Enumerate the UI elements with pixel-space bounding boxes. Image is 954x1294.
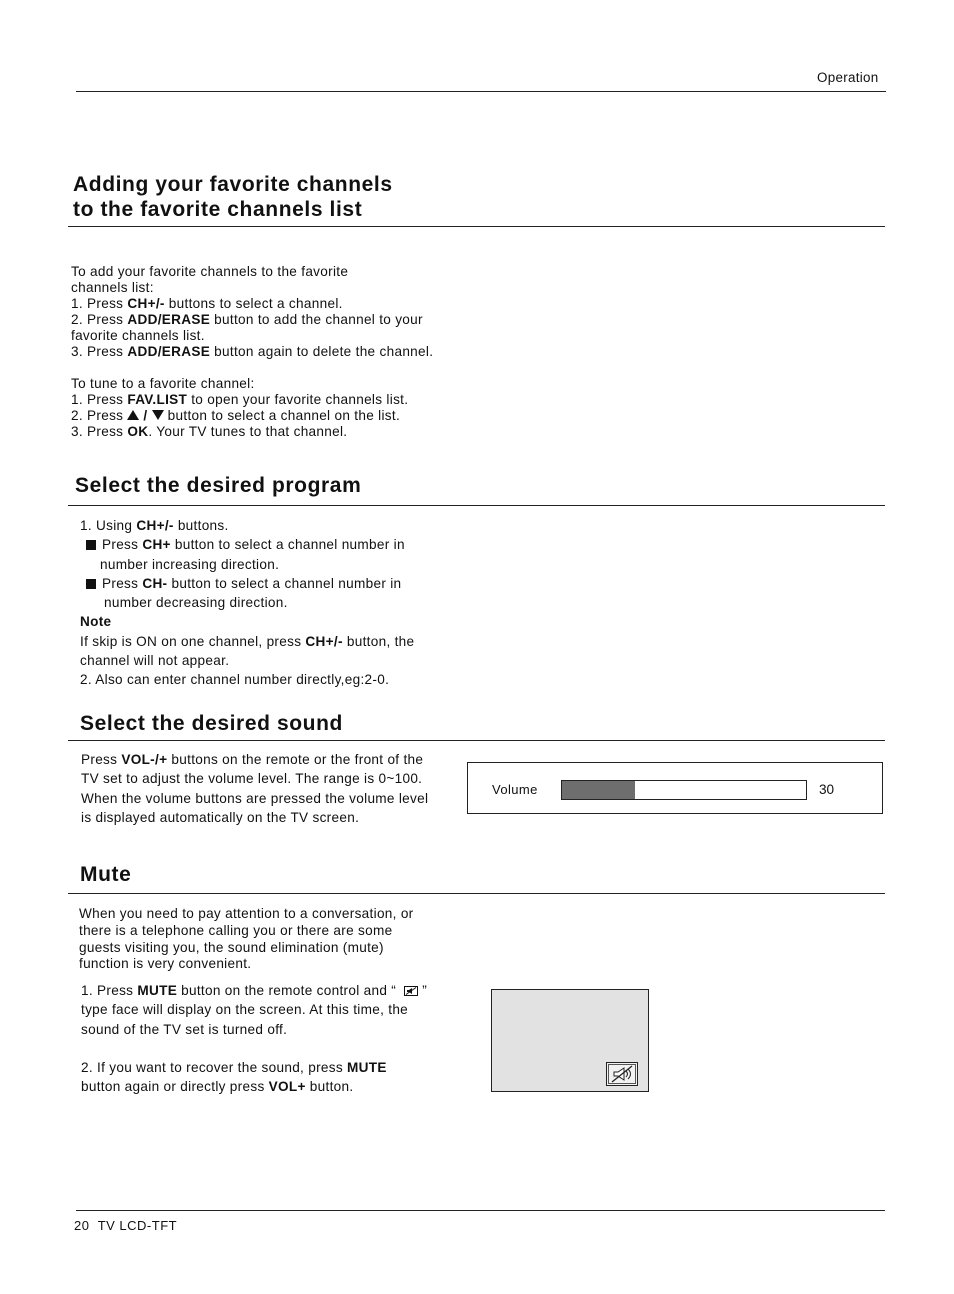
volume-osd <box>467 762 883 814</box>
up-arrow-icon <box>127 410 139 420</box>
program-bullet-1: Press CH+ button to select a channel number in <box>80 535 414 554</box>
program-title: Select the desired program <box>75 474 362 497</box>
volume-label: Volume <box>492 782 538 797</box>
sound-body: Press VOL-/+ buttons on the remote or the front of the TV set to adjust the volume level. The range is 0~100. When the volume buttons are pressed the volume level is displayed automatically on the TV screen. <box>81 752 429 825</box>
mute-steps: 1. Press MUTE button on the remote control and “ ” type face will display on the screen. At this time, the sound of the TV set is turned off. 2. If you want to recover the sound, press MUTE button again or directly press VOL+ button. <box>81 983 428 1095</box>
header-rule <box>76 91 886 92</box>
program-rule <box>68 505 885 506</box>
tune-step-2: 2. Press / button to select a channel on the list. <box>71 408 401 423</box>
mute-intro: When you need to pay attention to a conversation, or there is a telephone calling you or there are some guests visiting you, the sound elimination (mute) function is very convenient. <box>79 906 414 972</box>
mute-step-2: 2. If you want to recover the sound, press MUTE <box>81 1059 387 1075</box>
favorites-step-1: 1. Press CH+/- buttons to select a channel. <box>71 296 343 311</box>
favorites-rule <box>68 226 885 227</box>
sound-rule <box>68 740 885 741</box>
down-arrow-icon <box>152 410 164 420</box>
product-name: TV LCD-TFT <box>97 1218 178 1233</box>
bullet-square-icon <box>86 579 96 589</box>
favorites-body: To add your favorite channels to the favorite channels list: 1. Press CH+/- buttons to select a channel. 2. Press ADD/ERASE button to add the channel to your favorite channels list. 3. Press ADD/ERASE button again to delete the channel. To tune to a favorite channel: 1. Press FAV.LIST to open your favorite channels list. 2. Press / button to select a channel on the list. 3. Press OK. Your TV tunes to that channel. <box>71 264 434 439</box>
program-item-1: 1. Using CH+/- buttons. <box>80 518 229 533</box>
mute-speaker-icon <box>606 1062 638 1086</box>
header-section: Operation <box>817 70 879 85</box>
sound-title: Select the desired sound <box>80 712 343 735</box>
page-number: 20 <box>74 1218 90 1233</box>
favorites-step-3: 3. Press ADD/ERASE button again to delete the channel. <box>71 344 434 359</box>
mute-title: Mute <box>80 863 132 886</box>
favorites-intro: To add your favorite channels to the favorite <box>71 264 349 279</box>
footer-rule <box>76 1210 885 1211</box>
note-text: If skip is ON on one channel, press CH+/- button, the <box>80 633 415 649</box>
program-bullet-2: Press CH- button to select a channel number in <box>80 574 414 593</box>
mute-step-1: 1. Press MUTE button on the remote control and “ ” <box>81 983 428 998</box>
favorites-step-2: 2. Press ADD/ERASE button to add the channel to your <box>71 312 423 327</box>
mute-screen-preview <box>491 989 649 1092</box>
volume-bar <box>561 780 807 800</box>
tune-step-1: 1. Press FAV.LIST to open your favorite channels list. <box>71 392 409 407</box>
mute-icon-inline <box>404 986 418 996</box>
favorites-title: Adding your favorite channels to the favorite channels list <box>73 173 393 221</box>
volume-value: 30 <box>819 782 835 797</box>
volume-bar-fill <box>562 781 635 799</box>
mute-rule <box>68 893 885 894</box>
tune-intro: To tune to a favorite channel: <box>71 376 255 391</box>
tune-step-3: 3. Press OK. Your TV tunes to that channel. <box>71 424 348 439</box>
program-item-2: 2. Also can enter channel number directly,eg:2-0. <box>80 672 390 688</box>
footer <box>74 1218 177 1234</box>
bullet-square-icon <box>86 540 96 550</box>
program-body: 1. Using CH+/- buttons. Press CH+ button to select a channel number in number increasing direction. Press CH- button to select a channel number in number decreasing direction. Note If skip is ON on one channel, press CH+/- button, the channel will not appear. 2. Also can enter channel number directly,eg:2-0. <box>80 516 414 690</box>
note-label: Note <box>80 614 112 630</box>
